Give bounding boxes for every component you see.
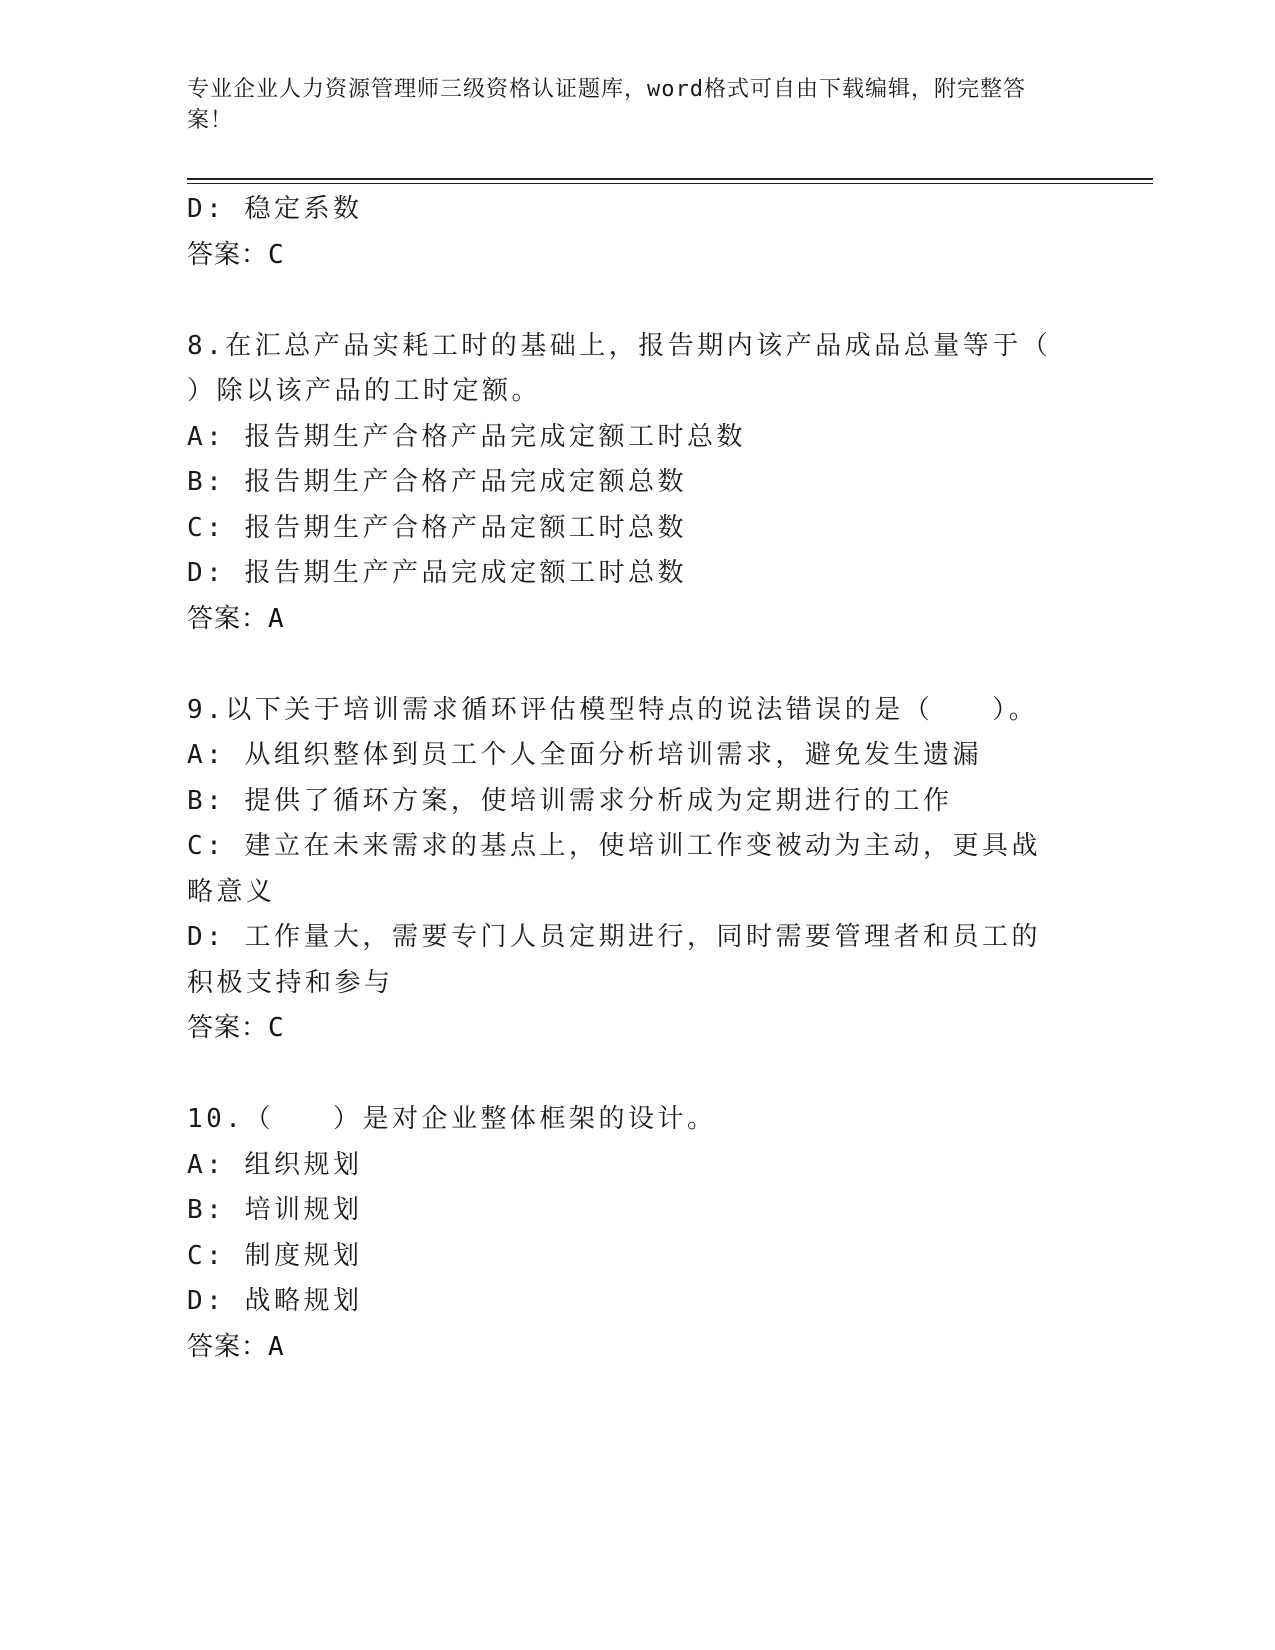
- question-10-option-d: D: 战略规划: [187, 1286, 363, 1316]
- question-8-stem: 8.在汇总产品实耗工时的基础上，报告期内该产品成品总量等于（ ）除以该产品的工时定额。: [187, 330, 1052, 406]
- question-10-answer: 答案：A: [187, 1331, 285, 1362]
- question-8-option-c: C: 报告期生产合格产品定额工时总数: [187, 512, 687, 543]
- question-10-stem: 10.（ ）是对企业整体框架的设计。: [187, 1104, 717, 1134]
- question-content: [187, 187, 1087, 1370]
- question-9-answer: 答案：C: [187, 1013, 285, 1043]
- spacer: [187, 642, 1087, 688]
- spacer: [187, 1052, 1087, 1098]
- question-10-option-c: C: 制度规划: [187, 1240, 363, 1271]
- question-9-option-c: C: 建立在未来需求的基点上，使培训工作变被动为主动，更具战略意义: [187, 831, 1041, 907]
- question-10-option-b: B: 培训规划: [187, 1195, 363, 1225]
- question-9-option-d: D: 工作量大，需要专门人员定期进行，同时需要管理者和员工的积极支持和参与: [187, 922, 1041, 998]
- question-8-option-a: A: 报告期生产合格产品完成定额工时总数: [187, 421, 746, 452]
- question-10-option-a: A: 组织规划: [187, 1149, 363, 1180]
- question-9-stem: 9.以下关于培训需求循环评估模型特点的说法错误的是（ ）。: [187, 694, 1039, 725]
- question-8-option-b: B: 报告期生产合格产品完成定额总数: [187, 467, 687, 497]
- question-9-option-b: B: 提供了循环方案，使培训需求分析成为定期进行的工作: [187, 785, 953, 816]
- question-8-option-d: D: 报告期生产产品完成定额工时总数: [187, 558, 687, 588]
- question-8-answer: 答案：A: [187, 603, 285, 634]
- page-header: 专业企业人力资源管理师三级资格认证题库，word格式可自由下载编辑，附完整答案！: [187, 77, 1026, 133]
- prev-question-answer: 答案：C: [187, 239, 285, 270]
- question-9-option-a: A: 从组织整体到员工个人全面分析培训需求，避免发生遗漏: [187, 740, 982, 770]
- prev-question-option-d: D: 稳定系数: [187, 194, 363, 224]
- header-rule-thin: [187, 183, 1153, 184]
- header-rule-thick: [187, 178, 1153, 180]
- spacer: [187, 278, 1087, 324]
